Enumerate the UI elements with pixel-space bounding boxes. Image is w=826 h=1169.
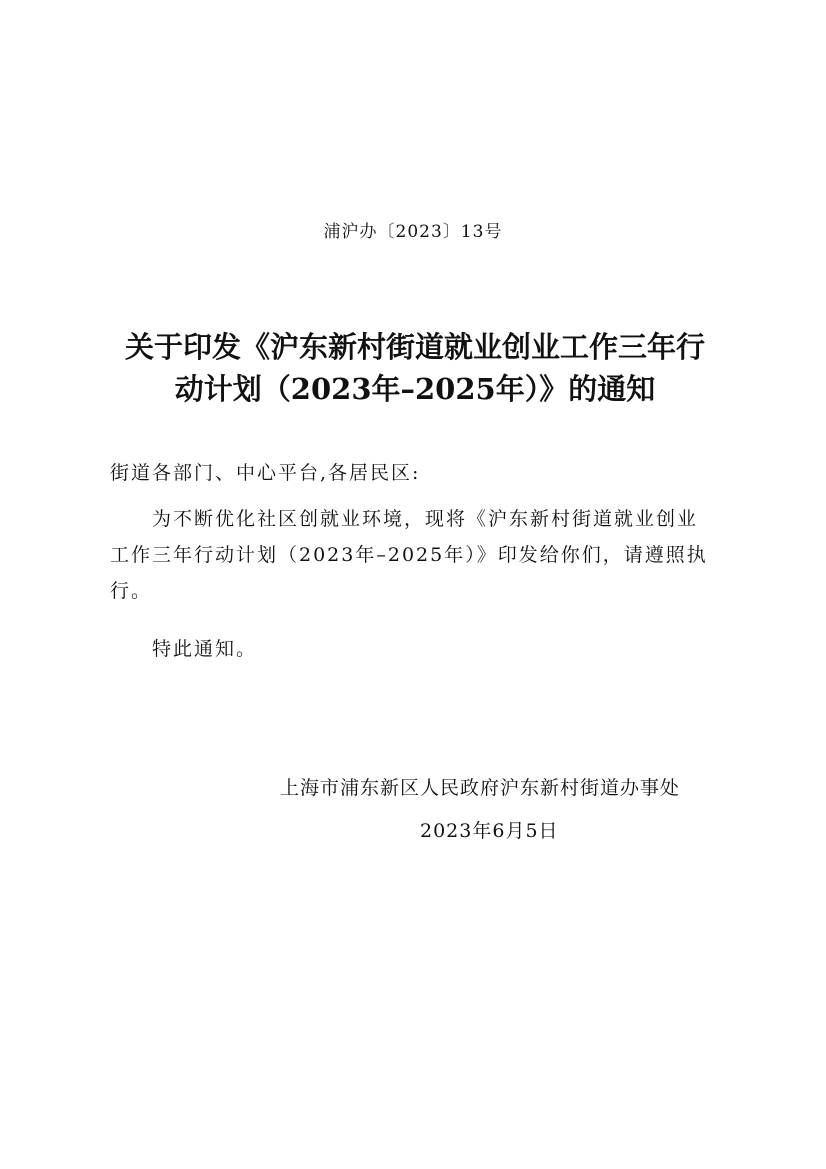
issue-date: 2023年6月5日: [420, 820, 559, 842]
title-line-2: 动计划（2023年–2025年）》的通知: [174, 372, 656, 406]
document-title: [100, 326, 730, 410]
closing-remark: 特此通知。: [152, 638, 258, 660]
salutation: 街道各部门、中心平台,各居民区:: [110, 462, 421, 484]
body-paragraph: [110, 501, 726, 609]
document-number: 浦沪办〔2023〕13号: [323, 222, 503, 242]
title-line-1: 关于印发《沪东新村街道就业创业工作三年行: [124, 330, 705, 364]
body-line-1: 为不断优化社区创就业环境，现将《沪东新村街道就业创业: [152, 508, 699, 530]
body-line-3: 行。: [110, 580, 153, 602]
issuing-authority: 上海市浦东新区人民政府沪东新村街道办事处: [280, 777, 681, 799]
body-line-2: 工作三年行动计划（2023年–2025年）》印发给你们，请遵照执: [110, 544, 708, 566]
